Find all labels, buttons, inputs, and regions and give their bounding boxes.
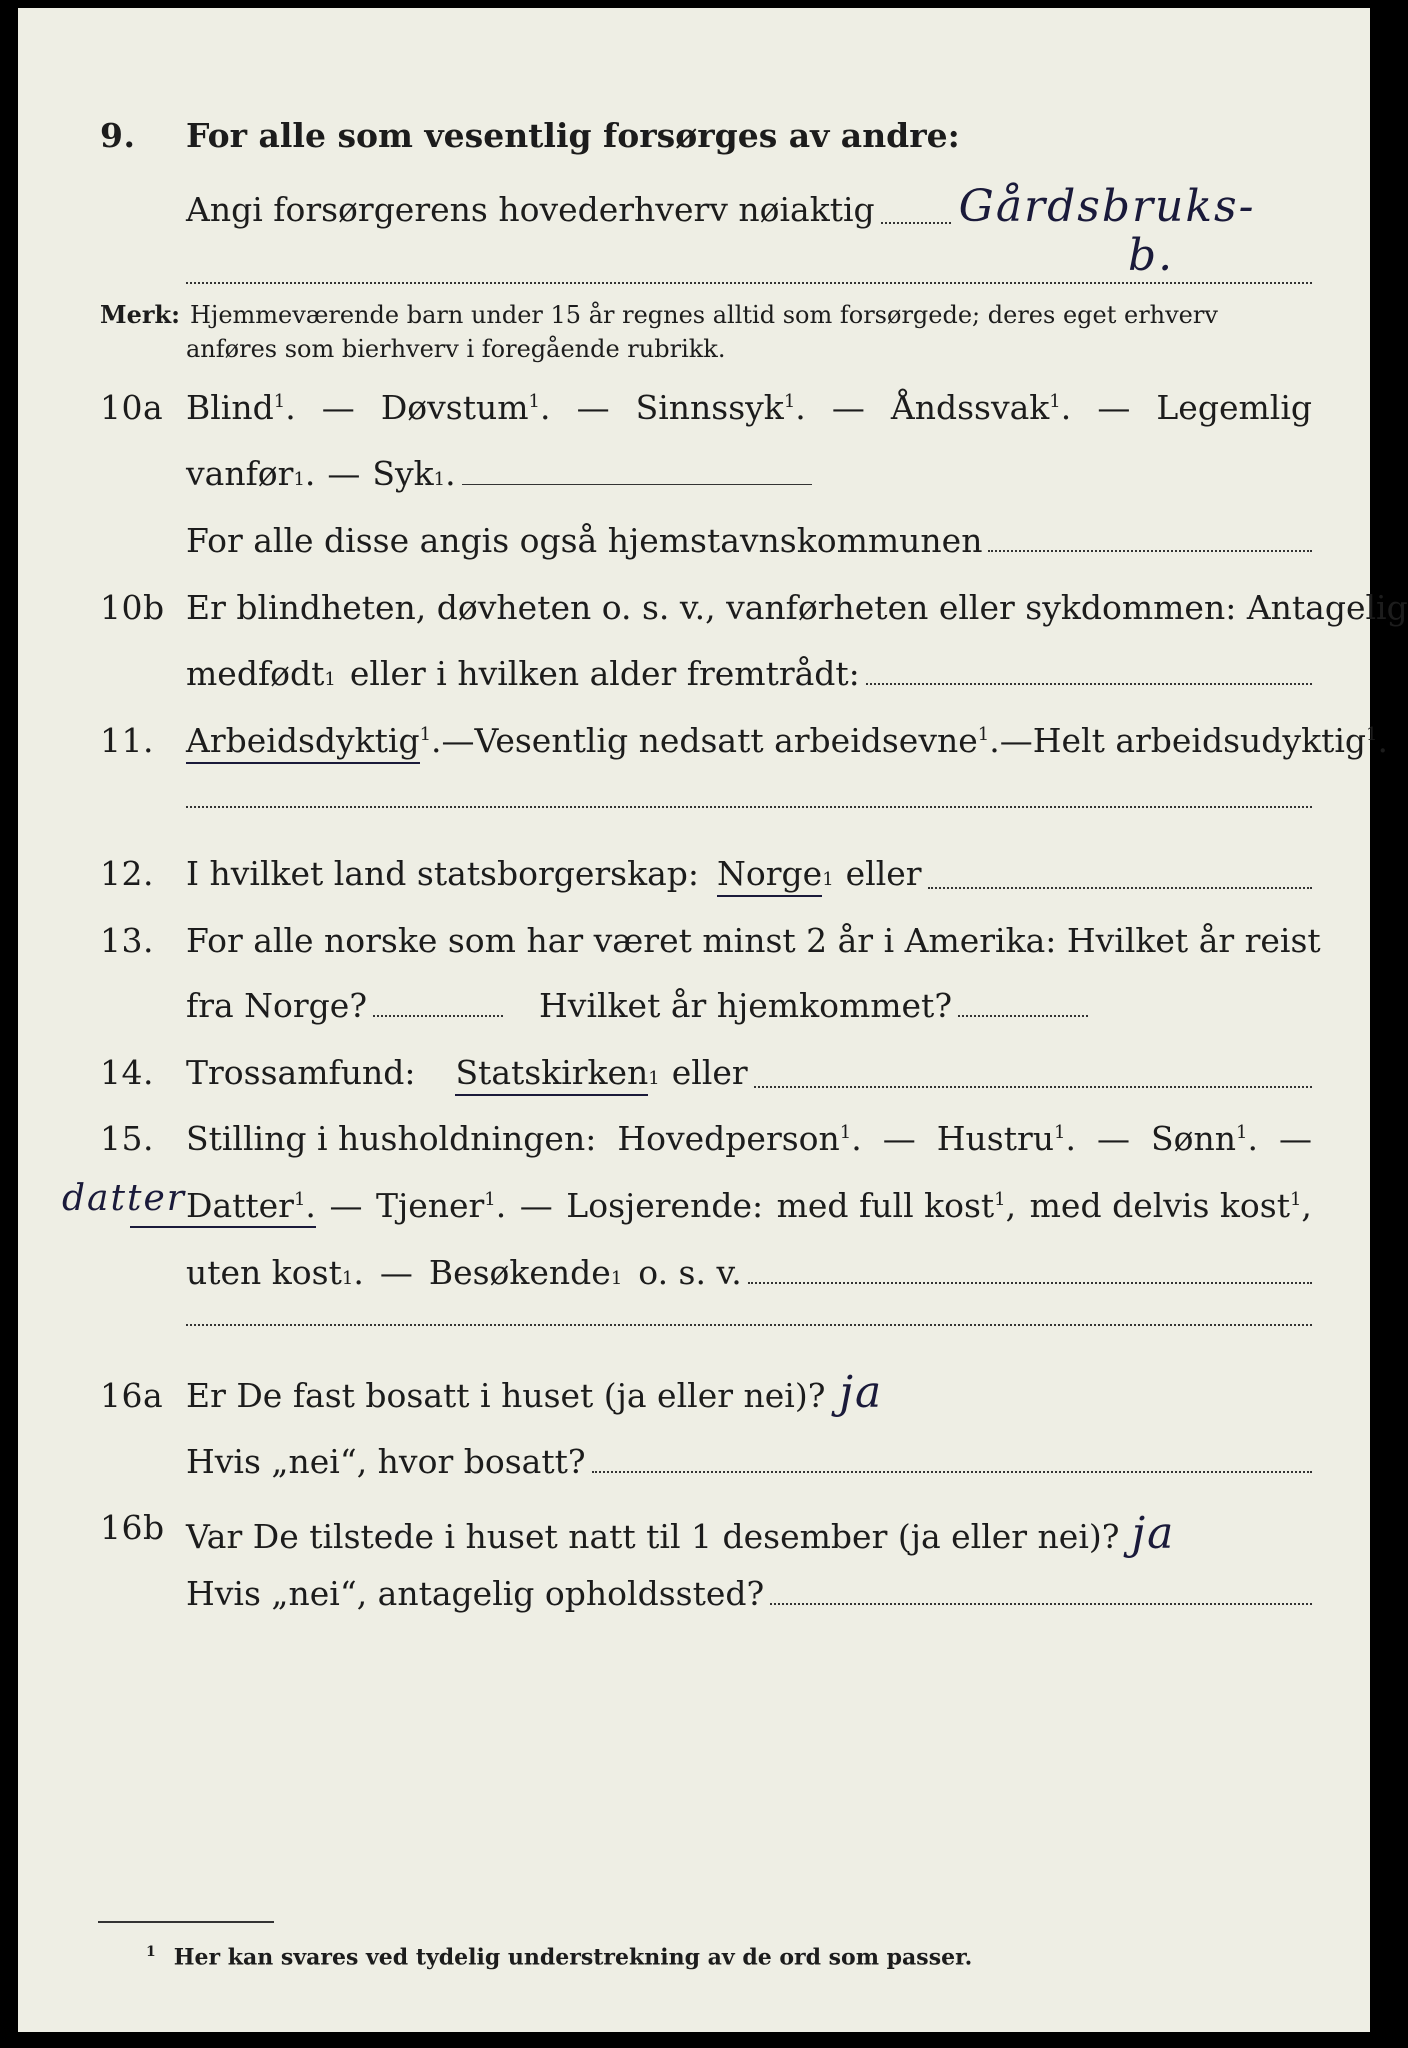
- footnote-mark: 1: [977, 724, 990, 745]
- q16a-row-1: [18, 1368, 1370, 1430]
- q15-row-3: [18, 1245, 1370, 1307]
- q9-answer-handwritten-1: Gårdsbruks-: [958, 181, 1256, 232]
- separator: —: [1278, 1119, 1312, 1158]
- q10a-blind: Blind: [186, 388, 274, 427]
- footnote-mark: 1: [273, 391, 286, 412]
- footnote-mark: 1: [994, 1189, 1006, 1210]
- period: .: [1247, 1119, 1258, 1158]
- period: .: [1377, 721, 1388, 760]
- separator: —: [999, 721, 1033, 760]
- q14-text: Trossamfund:: [186, 1053, 416, 1092]
- footnote-mark: 1: [528, 391, 540, 412]
- q15-osv: o. s. v.: [638, 1253, 742, 1292]
- q14-row: [18, 1045, 1370, 1107]
- q11-helt: Helt arbeidsudyktig: [1032, 721, 1367, 760]
- q10b-row-2: [18, 646, 1370, 708]
- q10a-andssvak: Åndssvak: [890, 388, 1050, 427]
- q13-row-1: [18, 913, 1370, 975]
- q10a-syk: Syk: [372, 454, 434, 493]
- q9-dotted-line-2: [186, 282, 1312, 284]
- q15-uten-kost: uten kost: [186, 1253, 342, 1292]
- separator: —: [1097, 388, 1131, 427]
- q16a-row-2: [18, 1434, 1370, 1496]
- q10a-row-2: [18, 446, 1370, 508]
- q14-eller: eller: [671, 1053, 748, 1092]
- q15-dotted-line: [186, 1324, 1312, 1326]
- q10a-row-1: [18, 380, 1370, 442]
- merk-label: Merk:: [100, 300, 180, 329]
- q16a-answer-line: [592, 1471, 1312, 1473]
- footnote-mark: 1: [648, 1068, 660, 1089]
- q9-dotted-line: [881, 222, 951, 224]
- q13-row-2: [18, 978, 1370, 1040]
- q12-eller: eller: [845, 854, 922, 893]
- q10a-vanfor: vanfør: [186, 454, 294, 493]
- separator: —: [1097, 1119, 1130, 1158]
- q15-hovedperson: Hovedperson: [617, 1119, 840, 1158]
- q15-tjener: Tjener: [375, 1186, 485, 1225]
- footnote-mark: 1: [341, 1268, 354, 1289]
- q13-hjemkommet-line: [958, 1015, 1088, 1017]
- q14-statskirken-underlined: Statskirken: [455, 1053, 648, 1096]
- period: .: [1065, 1119, 1076, 1158]
- q15-besokende: Besøkende: [428, 1253, 611, 1292]
- q13-number: 13.: [100, 921, 154, 960]
- period: .: [495, 1186, 507, 1225]
- q14-answer-line: [754, 1086, 1312, 1088]
- q13-hjemkommet: Hvilket år hjemkommet?: [539, 986, 953, 1025]
- footnote-mark: 1: [1049, 391, 1061, 412]
- q15-hustru: Hustru: [936, 1119, 1055, 1158]
- q15-losjerende: Losjerende:: [566, 1186, 764, 1225]
- footnote-mark: 1: [1289, 1189, 1302, 1210]
- q14-number: 14.: [100, 1053, 154, 1092]
- q15-delvis-kost: med delvis kost: [1029, 1186, 1290, 1225]
- q15-sonn: Sønn: [1151, 1119, 1236, 1158]
- footnote-mark: 1: [324, 669, 336, 690]
- q12-text: I hvilket land statsborgerskap:: [186, 854, 700, 893]
- q10b-row-1: [18, 580, 1408, 642]
- q15-full-kost: med full kost: [776, 1186, 995, 1225]
- q10a-dovstum: Døvstum: [380, 388, 529, 427]
- q15-number: 15.: [100, 1119, 154, 1158]
- q16a-answer-handwritten: ja: [839, 1367, 884, 1418]
- q13-line-1: For alle norske som har været minst 2 år i Amerika: Hvilket år reist: [186, 921, 1321, 960]
- footnote-mark: 1: [293, 469, 305, 490]
- footnote-rule: [98, 1921, 274, 1923]
- q10a-number: 10a: [100, 388, 164, 427]
- period: .: [305, 1186, 316, 1225]
- q16b-number: 16b: [100, 1508, 165, 1547]
- q16a-question: Er De fast bosatt i huset (ja eller nei)?: [186, 1376, 826, 1415]
- footnote-mark: 1: [433, 469, 446, 490]
- footnote-mark: 1: [822, 869, 834, 890]
- q9-answer-row-2: [18, 230, 1370, 298]
- q9-prompt-row: [18, 173, 1370, 235]
- q11-dotted-line: [186, 806, 1312, 808]
- footnote-mark: 1: [484, 1189, 496, 1210]
- q10b-alder: eller i hvilken alder fremtrådt:: [349, 654, 860, 693]
- footnote-mark: 1: [783, 391, 796, 412]
- period: .: [1060, 388, 1072, 427]
- q12-row: [18, 846, 1370, 908]
- q10a-legemlig: Legemlig: [1156, 388, 1312, 427]
- separator: —: [327, 454, 361, 493]
- q13-reist-line: [373, 1015, 503, 1017]
- period: .: [304, 454, 316, 493]
- footnote-text: Her kan svares ved tydelig understrekning av de ord som passer.: [173, 1944, 973, 1971]
- q15-margin-handwritten: datter: [62, 1178, 186, 1219]
- period: .: [285, 388, 296, 427]
- separator: —: [882, 1119, 916, 1158]
- separator: —: [831, 388, 865, 427]
- q10b-number: 10b: [100, 588, 165, 627]
- q15-row-2: datter Datter$^1$. — Tjener$^1$. — Losjerende: med full kost$^1$, med delvis kost$^1$,: [18, 1178, 1370, 1240]
- q10a-sinnssyk: Sinnssyk: [635, 388, 784, 427]
- separator: —: [321, 388, 355, 427]
- q10b-line-1: Er blindheten, døvheten o. s. v., vanførheten eller sykdommen: Antagelig: [186, 588, 1408, 627]
- period: .: [851, 1119, 862, 1158]
- period: .: [795, 388, 806, 427]
- q11-row: [18, 713, 1388, 775]
- q10b-answer-line: [866, 683, 1312, 685]
- q13-reist: fra Norge?: [186, 986, 368, 1025]
- footnote: [146, 1944, 972, 1970]
- merk-line-1: Hjemmeværende barn under 15 år regnes alltid som forsørgede; deres eget erhverv: [189, 301, 1218, 329]
- census-form-page: [18, 8, 1408, 2032]
- q12-number: 12.: [100, 854, 154, 893]
- period: .: [445, 454, 456, 493]
- footnote-mark: 1: [610, 1268, 623, 1289]
- merk-note: [100, 298, 1312, 366]
- q9-heading-row: [18, 108, 1370, 170]
- period: .: [989, 721, 1000, 760]
- q12-answer-line: [928, 887, 1312, 889]
- footnote-mark: 1: [1054, 1122, 1066, 1143]
- q15-stilling: Stilling i husholdningen:: [186, 1119, 597, 1158]
- separator: —: [576, 388, 610, 427]
- q9-heading: For alle som vesentlig forsørges av andre:: [186, 116, 960, 155]
- q10a-hjemstavn: For alle disse angis også hjemstavnskommunen: [186, 521, 983, 560]
- period: .: [431, 721, 442, 760]
- q16b-row-2: [18, 1566, 1370, 1628]
- q16b-row-1: [18, 1500, 1370, 1562]
- q16b-answer-handwritten: ja: [1131, 1508, 1176, 1559]
- period: .: [540, 388, 551, 427]
- q10b-medfodt: medfødt: [186, 654, 325, 693]
- q16b-answer-line: [770, 1603, 1312, 1605]
- merk-line-2: anføres som bierhverv i foregående rubrikk.: [186, 335, 726, 363]
- q16a-number: 16a: [100, 1376, 164, 1415]
- q15-answer-line: [748, 1282, 1312, 1284]
- q15-datter-underline: [130, 1226, 316, 1228]
- separator: —: [329, 1186, 363, 1225]
- q12-norge-underlined: Norge: [717, 854, 822, 897]
- q10a-row-3: [18, 513, 1370, 575]
- q16b-line-2: Hvis „nei“, antagelig opholdssted?: [186, 1574, 765, 1613]
- q9-number: 9.: [100, 116, 136, 155]
- q11-vesentlig: Vesentlig nedsatt arbeidsevne: [474, 721, 978, 760]
- footnote-number: 1: [146, 1944, 156, 1960]
- q15-row-1: [18, 1111, 1370, 1173]
- footnote-mark: 1: [839, 1122, 852, 1143]
- q11-arbeidsdyktig-underlined: Arbeidsdyktig: [186, 721, 420, 764]
- footnote-mark: 1: [419, 724, 432, 745]
- q16b-question: Var De tilstede i huset natt til 1 desember (ja eller nei)?: [186, 1517, 1120, 1556]
- footnote-mark: 1: [1366, 724, 1378, 745]
- q10a-answer-line: [462, 484, 812, 485]
- q9-answer-handwritten-2: b.: [1128, 230, 1175, 281]
- q11-number: 11.: [100, 721, 154, 760]
- q15-datter: Datter: [186, 1186, 294, 1225]
- footnote-mark: 1: [1236, 1122, 1248, 1143]
- separator: —: [379, 1253, 413, 1292]
- separator: —: [441, 721, 475, 760]
- q10a-hjemstavn-line: [988, 550, 1312, 552]
- q9-prompt: Angi forsørgerens hovederhverv nøiaktig: [186, 190, 875, 229]
- footnote-mark: 1: [293, 1189, 306, 1210]
- separator: —: [519, 1186, 553, 1225]
- period: .: [353, 1253, 364, 1292]
- q16a-line-2: Hvis „nei“, hvor bosatt?: [186, 1442, 586, 1481]
